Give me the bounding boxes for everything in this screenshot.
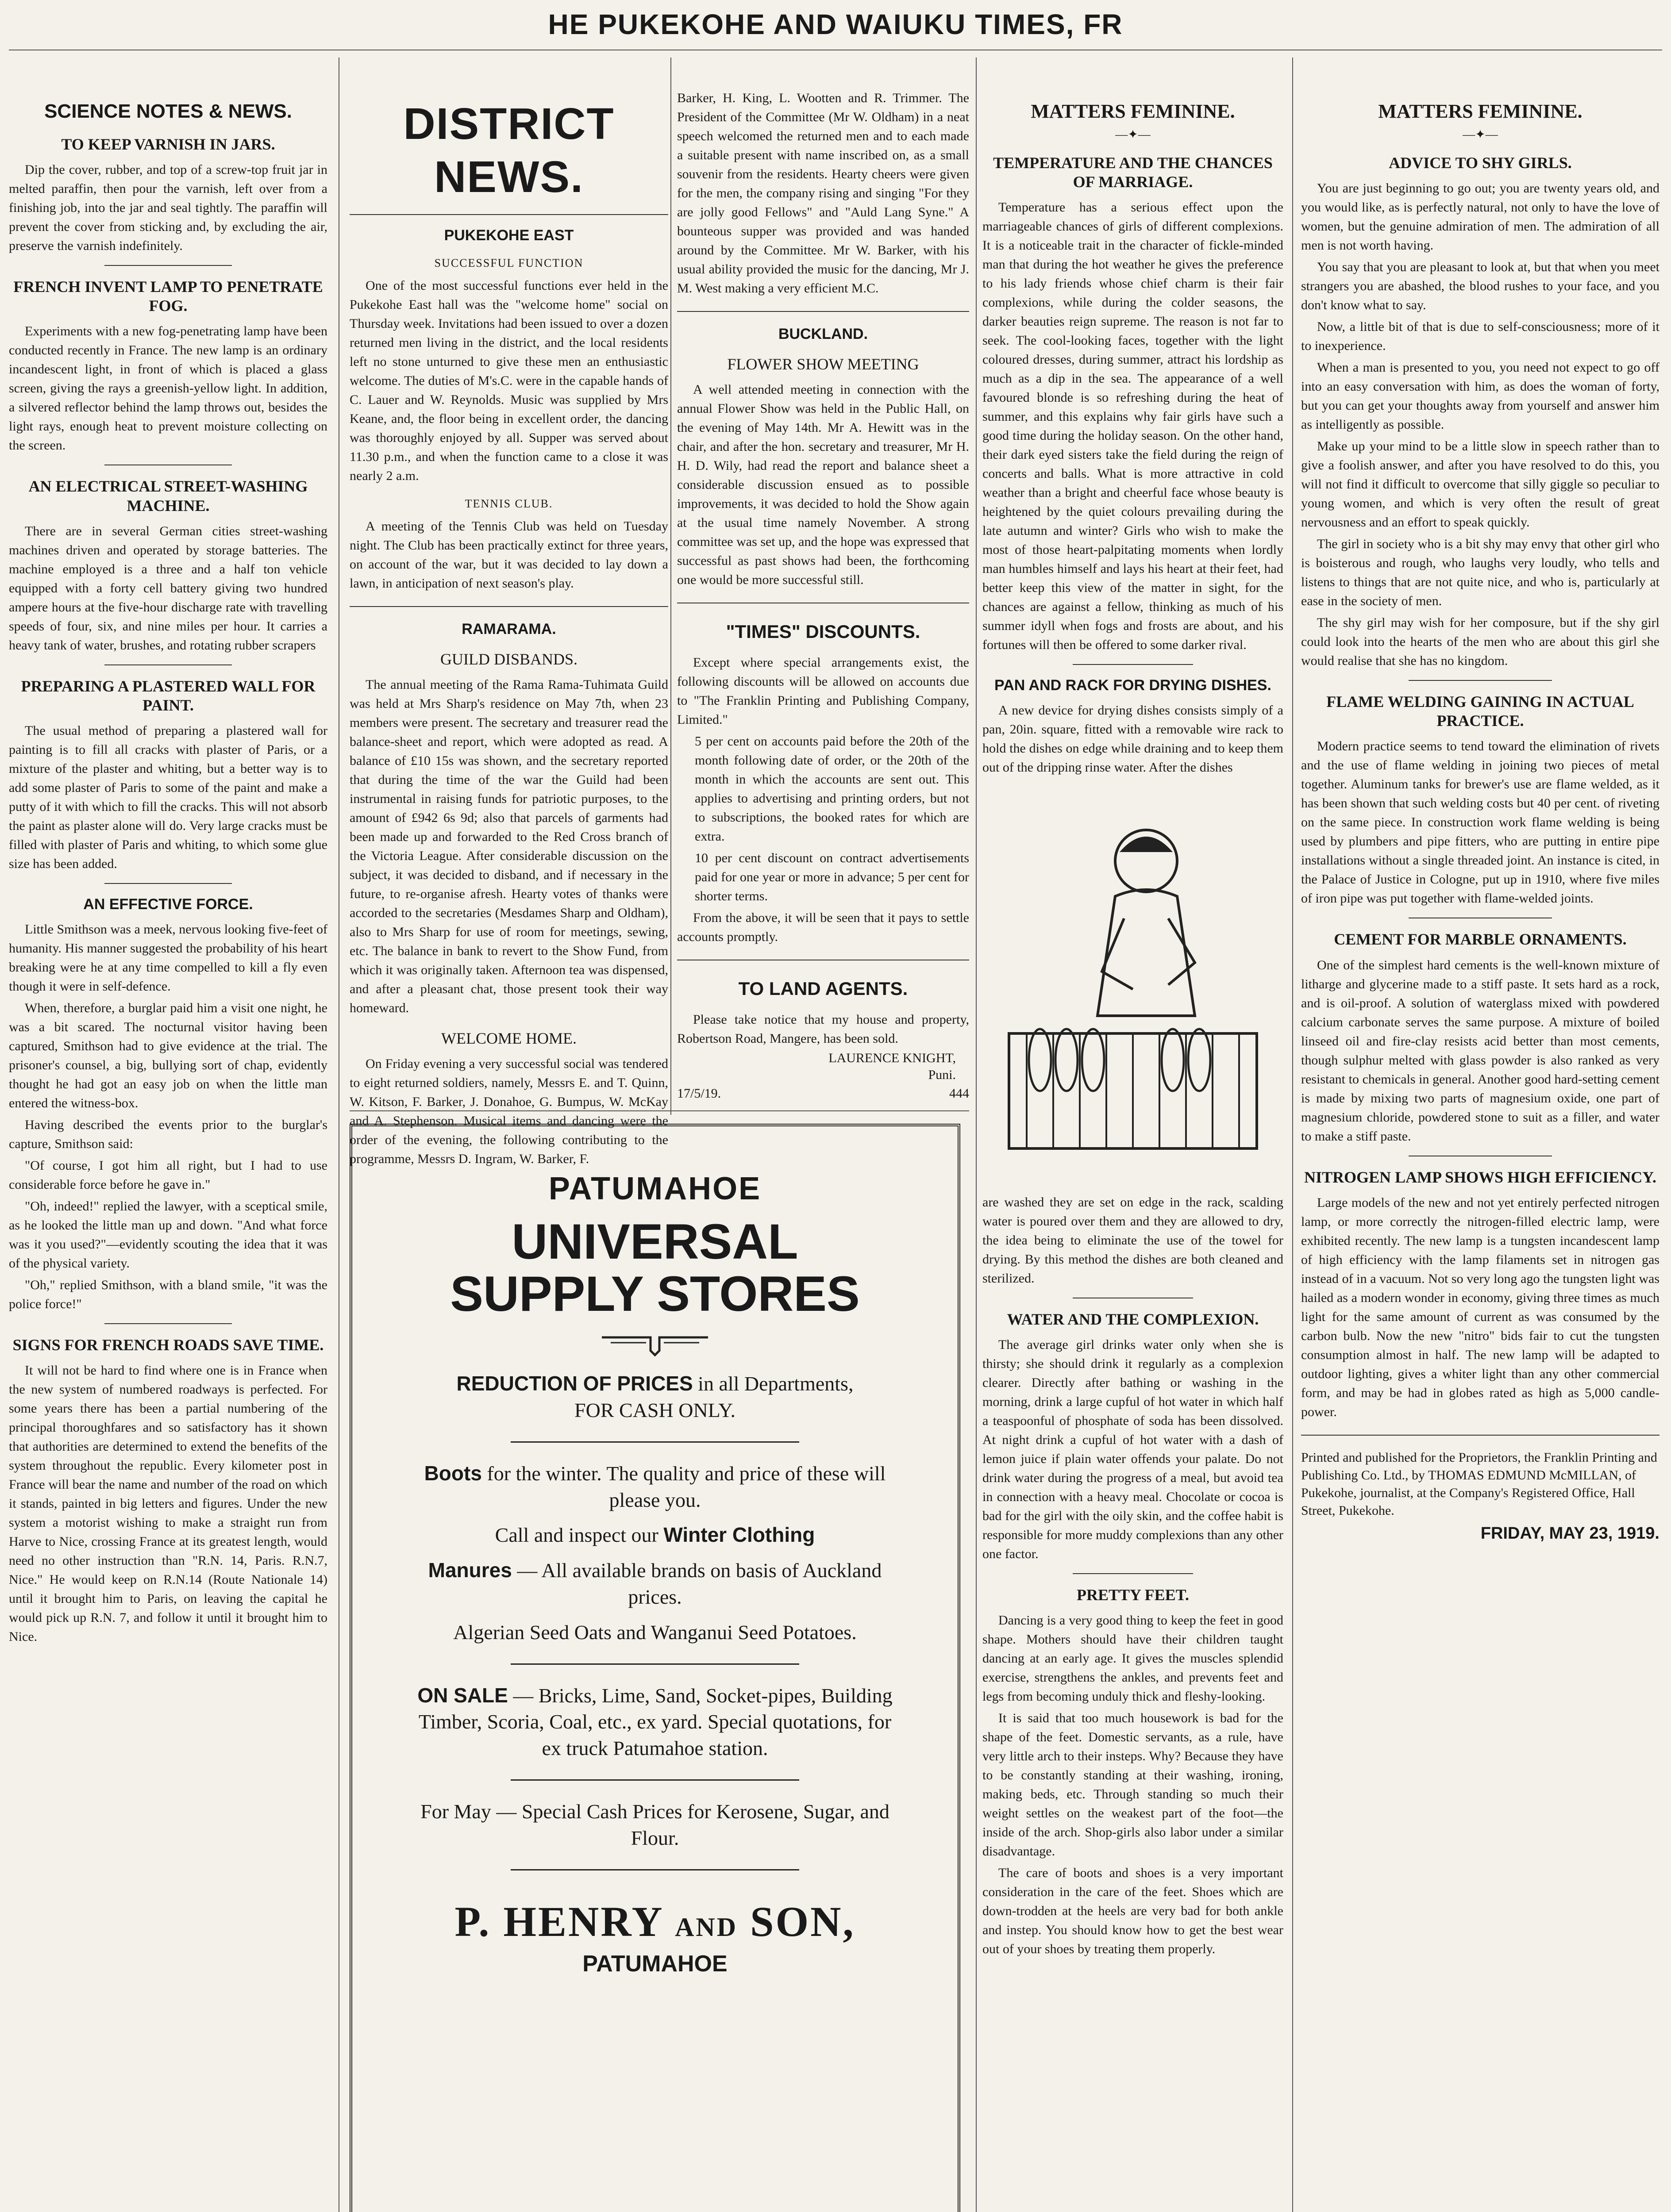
advertisement-universal-supply-stores xyxy=(350,1124,960,2212)
article-subheading: FLOWER SHOW MEETING xyxy=(727,355,919,373)
masthead: HE PUKEKOHE AND WAIUKU TIMES, FR xyxy=(548,8,1123,40)
article-text: The girl in society who is a bit shy may envy that other girl who is boisterous and rough, who laughs very loudly, who tells and listens to things that are not quite nice, and who is, particularly at ease in the society of men. xyxy=(1301,536,1659,608)
notice-text: Except where special arrangements exist, the following discounts will be allowed on accounts due to "The Franklin Printing and Publishing Company, Limited." xyxy=(677,655,969,727)
article-heading: RAMARAMA. xyxy=(462,621,556,638)
column-district-news xyxy=(350,88,668,1181)
article-text: It will not be hard to find where one is in France when the new system of numbered roadways is perfected. For some years there has been a partial numbering of the principal thoroughfares and so satisfactory has it shown that authorities are determined to extend the benefits of the system throughout the republic. Every kilometer post in France will bear the name and number of the road on which it stands, painted in big letters and figures. Under the new system a motorist wishing to make a straight run from Harve to Nice, crossing France at its greatest length, would need no other instruction than "R.N. 14, Paris. R.N.7, Nice." He would keep on R.N.14 (Route Nationale 14) until it brought him to Paris, on leaving the capital he would pick up R.N. 7, and follow it until it brought him to Nice. xyxy=(9,1363,327,1644)
article-text: Little Smithson was a meek, nervous looking five-feet of humanity. His manner suggested the probability of his heart breaking were he at any time compelled to kill a fly even though it were in self-defence. xyxy=(9,922,327,994)
notice-list-item: 10 per cent discount on contract advertisements paid for one year or more in advance; 5 per cent for shorter terms. xyxy=(695,850,969,903)
divider xyxy=(350,214,668,215)
ad-text: — Bricks, Lime, Sand, Socket-pipes, Building Timber, Scoria, Coal, etc., ex yard. Special quotations, for ex truck Patumahoe station. xyxy=(418,1684,893,1760)
divider xyxy=(511,1663,800,1665)
article-text: When a man is presented to you, you need not expect to go off into an easy conversation with him, as does the woman of forty, but you can get your thoughts away from yourself and answer him as intelligently as possible. xyxy=(1301,360,1659,432)
column-rule xyxy=(670,58,671,1115)
article-text: The average girl drinks water only when she is thirsty; she should drink it regularly as a complexion clearer. Directly after bathing or washing in the morning, drink a large cupful of hot water in which half a teaspoonful of phosphate of soda has been dissolved. At night drink a cupful of hot water with a dash of lemon juice if plain water offends your palate. Do not drink water during the progress of a meal, but avoid tea in connection with a heavy meal. Chocolate or cocoa is bad for the girl with the oily skin, and the coffee habit is responsible for more muddy complexions than any other one factor. xyxy=(982,1337,1283,1562)
article-subheading: GUILD DISBANDS. xyxy=(440,650,578,668)
article-heading: TEMPERATURE AND THE CHANCES OF MARRIAGE. xyxy=(993,154,1273,191)
article-heading: SIGNS FOR FRENCH ROADS SAVE TIME. xyxy=(12,1336,324,1354)
article-text: One of the most successful functions ever held in the Pukekohe East hall was the "welcome home" social on Thursday week. Invitations had been issued to over a dozen returned men living in the district, and the local residents left no stone unturned to give these men an enthusiastic welcome. The duties of M's.C. were in the capable hands of C. Lauer and W. Reynolds. Music was supplied by Mrs Keane, and, the floor being in excellent order, the dancing was thoroughly enjoyed by all. Supper was served about 11.30 p.m., and when the function came to a close it was nearly 2 a.m. xyxy=(350,278,668,483)
divider xyxy=(511,1869,800,1870)
section-title: MATTERS FEMININE. xyxy=(1031,100,1235,122)
article-heading: PAN AND RACK FOR DRYING DISHES. xyxy=(994,677,1271,694)
article-heading: PRETTY FEET. xyxy=(1076,1586,1190,1604)
divider xyxy=(1301,1435,1659,1436)
ad-keyword: Manures xyxy=(428,1559,512,1582)
divider xyxy=(104,883,232,884)
column-district-news-cont xyxy=(677,88,969,1181)
article-heading: FRENCH INVENT LAMP TO PENETRATE FOG. xyxy=(13,277,323,315)
ad-town: PATUMAHOE xyxy=(582,1951,728,1977)
column-rule xyxy=(976,58,977,2212)
article-subheading: WELCOME HOME. xyxy=(441,1029,577,1048)
divider xyxy=(350,1110,969,1111)
article-text: Temperature has a serious effect upon the marriageable chances of girls of different complexions. It is a noticeable trait in the character of fickle-minded man that during the hot weather he gives the preference to his lady friends whose chief charm is their fair complexions, while during the colder seasons, the darker beauties reign supreme. The reason is not far to seek. The cool-looking faces, together with the light coloured dresses, during summer, attract his lordship as much as a dip in the sea. The appearance of a well favoured blonde is so refreshing during the heat of summer, and this explains why fair girls have such a good time during the holiday season. On the other hand, their dark eyed sisters take the field during the reign of concerts and balls. What is more attractive in cold weather than a bright and cheerful face whose beauty is heightened by the quiet colours prevailing during the late autumn and winter? Girls who wish to make the most of those heart-palpitating moments when lordly man humbles himself and lays his heart at their feet, had better keep this view of the matter in sight, for the chances are against a fellow, thinking as much of his summer idyll when fogs and frosts are about, and his fortunes will then be offered to some darker rival. xyxy=(982,200,1283,653)
article-text: Dancing is a very good thing to keep the feet in good shape. Mothers should have their children taught dancing at an early age. It gives the muscles splendid exercise, strengthens the ankles, and prevents feet and legs from becoming unduly thick and fleshy-looking. xyxy=(982,1613,1283,1704)
notice-heading: "TIMES" DISCOUNTS. xyxy=(726,621,920,642)
column-science-notes xyxy=(9,88,327,2212)
article-heading: TO KEEP VARNISH IN JARS. xyxy=(61,135,275,153)
section-title: DISTRICT NEWS. xyxy=(403,99,615,202)
section-title: MATTERS FEMININE. xyxy=(1378,100,1582,122)
notice-signature: LAURENCE KNIGHT, xyxy=(828,1050,956,1065)
article-text: Dip the cover, rubber, and top of a screw-top fruit jar in melted paraffin, then pour the varnish, left over from a finishing job, into the jar and seal tightly. The paraffin will prevent the cover from sticking and, by excluding the air, preserve the varnish indefinitely. xyxy=(9,162,327,253)
divider xyxy=(1409,680,1552,681)
column-matters-feminine xyxy=(982,88,1283,2212)
article-heading: WATER AND THE COMPLEXION. xyxy=(1007,1310,1259,1328)
article-text: The care of boots and shoes is a very important consideration in the care of the feet. Shoes which are down-trodden at the heels are very bad for both ankle and instep. You should know how to get the best wear out of your shoes by treating them properly. xyxy=(982,1866,1283,1957)
article-text: Experiments with a new fog-penetrating lamp have been conducted recently in France. The new lamp is an ordinary incandescent light, in front of which is placed a glass screen, giving the rays a greenish-yellow light. In addition, a silvered reflector behind the lamp throws out, besides the light rays, enough heat to prevent moisture collecting on the screen. xyxy=(9,324,327,453)
article-text: One of the simplest hard cements is the well-known mixture of litharge and glycerine made to a stiff paste. It sets hard as a rock, and is oil-proof. A solution of waterglass mixed with powdered calcium carbonate serves the same purpose. A mixture of boiled linseed oil and fire-clay resists acid better than most cements, though sulphur melted with glass powder is also ranked as very resistant to chemicals in general. Another good hard-setting cement is made by mixing two parts of magnesium oxide, one part of magnesium chloride, powdered stone to suit as a filler, and water to make a stiff paste. xyxy=(1301,957,1659,1144)
article-text: A meeting of the Tennis Club was held on Tuesday night. The Club has been practically extinct for three years, on account of the war, but it was decided to lay down a lawn, in anticipation of next season's play. xyxy=(350,519,668,591)
ad-proprietor: SON, xyxy=(738,1897,855,1945)
article-text: Modern practice seems to tend toward the elimination of rivets and the use of flame welding in joining two pieces of metal together. Aluminum tanks for brewer's use are flame welded, as it has been shown that such welding costs but 40 per cent. of riveting on the same piece. In construction work flame welding is being used by plumbers and pipe fitters, who are putting in entire pipe installations without a single threaded joint. An instance is cited, in the Palace of Justice in Cologne, put up in 1910, where five miles of iron pipe was put together with flame-welded joints. xyxy=(1301,739,1659,906)
article-text: There are in several German cities street-washing machines driven and operated by storage batteries. The machine employed is a three and a half ton vehicle equipped with a forty cell battery giving two hundred ampere hours at the five-hour discharge rate with travelling speeds of four, six, and nine miles per hour. It carries a heavy tank of water, brushes, and rotating rubber scrapers xyxy=(9,523,327,653)
article-text: It is said that too much housework is bad for the shape of the feet. Domestic servants, as a rule, have very little arch to their insteps. Why? Because they have to be constantly standing at their washing, ironing, making beds, etc. Through standing so much their weight settles on the weakest part of the foot—the inside of the arch. Shop-girls also labor under a similar disadvantage. xyxy=(982,1711,1283,1859)
ad-proprietor: AND xyxy=(675,1912,738,1942)
ad-place: PATUMAHOE xyxy=(548,1171,762,1206)
article-text: You say that you are pleasant to look at, but that when you meet strangers you are abashed, the blood rushes to your face, and you don't know what to say. xyxy=(1301,259,1659,312)
article-heading: NITROGEN LAMP SHOWS HIGH EFFICIENCY. xyxy=(1304,1168,1656,1186)
ad-text: for the winter. The quality and price of these will please you. xyxy=(481,1462,886,1511)
notice-text: From the above, it will be seen that it pays to settle accounts promptly. xyxy=(677,910,969,944)
divider xyxy=(104,1323,232,1324)
ad-text: — All available brands on basis of Auckland prices. xyxy=(512,1559,882,1608)
divider xyxy=(511,1441,800,1443)
ad-headline: REDUCTION OF PRICES xyxy=(456,1372,693,1395)
divider xyxy=(350,606,668,607)
ad-keyword: Boots xyxy=(424,1461,482,1485)
article-text: The shy girl may wish for her composure, but if the shy girl could look into the hearts of the men who are about this girl she would realise that she has no kingdom. xyxy=(1301,615,1659,668)
ad-keyword: Winter Clothing xyxy=(663,1523,815,1547)
divider xyxy=(1073,1573,1193,1574)
article-text: Barker, H. King, L. Wootten and R. Trimmer. The President of the Committee (Mr W. Oldham) in a neat speech welcomed the returned men and to each made a suitable present with name inscribed on, as a small souvenir from the residents. Hearty cheers were given for the men, the company rising and singing "For they are jolly good Fellows" and "Auld Lang Syne." A bounteous supper was provided and was handed around by the Committee. Mr W. Barker, with his usual ability provided the music for the dancing, Mr J. M. West making a very efficient M.C. xyxy=(677,91,969,296)
article-heading: PREPARING A PLASTERED WALL FOR PAINT. xyxy=(21,677,316,714)
divider xyxy=(104,265,232,266)
article-text: A new device for drying dishes consists simply of a pan, 20in. square, fitted with a removable wire rack to hold the dishes on edge while draining and to keep them out of the dripping rinse water. After the dishes xyxy=(982,703,1283,775)
ad-keyword: ON SALE xyxy=(417,1683,508,1707)
article-text: Having described the events prior to the burglar's capture, Smithson said: xyxy=(9,1117,327,1151)
ad-store-name: UNIVERSAL SUPPLY STORES xyxy=(450,1214,860,1321)
notice-list-item: 5 per cent on accounts paid before the 20th of the month following date of order, or the 20th of the month in which the accounts are sent out. This applies to advertising and printing orders, but not to subscriptions, the booked rates for which are extra. xyxy=(695,733,969,844)
article-text: When, therefore, a burglar paid him a visit one night, he was a bit scared. The nocturnal visitor having been captured, Smithson had to give evidence at the trial. The prisoner's counsel, a big, bullying sort of chap, evidently thought he had got an easy job on when the little man entered the witness-box. xyxy=(9,1000,327,1110)
article-text: You are just beginning to go out; you are twenty years old, and you would like, as is perfectly natural, not only to have the love of women, but the genuine admiration of men. The admiration of all men is not worth having. xyxy=(1301,180,1659,253)
issue-date: FRIDAY, MAY 23, 1919. xyxy=(1480,1524,1659,1543)
star-ornament-icon: —✦— xyxy=(1115,127,1151,142)
star-ornament-icon: —✦— xyxy=(1463,127,1498,142)
article-text: are washed they are set on edge in the rack, scalding water is poured over them and they are allowed to dry, the idea being to eliminate the use of the towel for drying. By this method the dishes are both cleaned and sterilized. xyxy=(982,1194,1283,1286)
article-text: The usual method of preparing a plastered wall for painting is to fill all cracks with plaster of Paris, or a mixture of the plaster and whiting, but a better way is to add some plaster of Paris to some of the paint and make a putty of it with which to fill the cracks. This will not absorb the paint as plaster alone will do. Very large cracks must be filled with plaster of Paris and whiting, to which some glue size has been added. xyxy=(9,723,327,872)
ad-text: Call and inspect our xyxy=(495,1524,664,1547)
article-text: "Oh," replied Smithson, with a bland smile, "it was the police force!" xyxy=(9,1277,327,1311)
divider xyxy=(511,1779,800,1781)
article-text: On Friday evening a very successful social was tendered to eight returned soldiers, namely, Messrs E. and T. Quinn, W. Kitson, F. Barker, J. Donahoe, G. Bumpus, W. McKay and A. Stephenson. Musical items and dancing were the order of the evening, the following contributing to the programme, Messrs D. Ingram, W. Barker, F. xyxy=(350,1056,668,1167)
article-heading: FLAME WELDING GAINING IN ACTUAL PRACTICE. xyxy=(1326,692,1634,730)
article-heading: PUKEKOHE EAST xyxy=(444,227,574,244)
article-heading: CEMENT FOR MARBLE ORNAMENTS. xyxy=(1334,930,1627,949)
notice-date: 17/5/19. xyxy=(677,1086,721,1101)
article-text: A well attended meeting in connection with the annual Flower Show was held in the Public Hall, on the evening of May 14th. Mr A. Hewitt was in the chair, and after the hon. secretary and treasurer, Mr H. H. D. Wily, had read the report and balance sheet a considerable discussion ensued as to possible improvements, it was decided to hold the Show again at the usual time namely November. A strong committee was set up, and the hope was expressed that successful as past shows had been, the forthcoming one would be more successful still. xyxy=(677,382,969,587)
article-subheading: SUCCESSFUL FUNCTION xyxy=(434,256,584,269)
ad-text: FOR CASH ONLY. xyxy=(574,1398,735,1421)
dish-rack-illustration xyxy=(1000,786,1266,1184)
section-title: SCIENCE NOTES & NEWS. xyxy=(44,100,292,122)
article-heading: ADVICE TO SHY GIRLS. xyxy=(1389,154,1572,172)
article-subheading: TENNIS CLUB. xyxy=(465,497,553,510)
divider xyxy=(1073,664,1193,665)
article-text: Large models of the new and not yet entirely perfected nitrogen lamp, or more correctly the nitrogen-filled electric lamp, were exhibited recently. The new lamp is a tungsten incandescent lamp of high efficiency with the lamp filaments set in nitrogen gas instead of in a vacuum. Not so very long ago the tungsten light was hailed as a modern wonder in economy, giving three times as much light for the same amount of current as was consumed by the carbon bulb. Now the new "nitro" bids fair to cut the tungsten consumption almost in half. The new lamp will be adapted to outdoor lighting, gives a whiter light than any other commercial form, and may be had in globes rated as high as 5,000 candle-power. xyxy=(1301,1195,1659,1419)
ad-text: in all Departments, xyxy=(693,1372,854,1395)
notice-signature-place: Puni. xyxy=(928,1067,956,1082)
imprint: Printed and published for the Proprietors, the Franklin Printing and Publishing Co. Ltd., by THOMAS EDMUND McMILLAN, of Pukekohe, journalist, at the Company's Registered Office, Hall Street, Pukekohe. xyxy=(1301,1450,1657,1518)
article-heading: AN EFFECTIVE FORCE. xyxy=(83,896,253,913)
article-text: The annual meeting of the Rama Rama-Tuhimata Guild was held at Mrs Sharp's residence on May 7th, when 23 members were present. The secretary and treasurer read the balance-sheet and report, which were adopted as read. A balance of £10 15s was shown, and the secretary reported that during the time of the war the Guild had been instrumental in raising funds for patriotic purposes, to the amount of £942 6s 9d; also that parcels of garments had been made up and forwarded to the Red Cross branch of the Victoria League. After considerable discussion on the subject, it was decided to disband, and if necessary in the future, to re-organise afresh. Hearty votes of thanks were accorded to the secretaries (Mesdames Sharp and Oldham), also to Mrs Sharp for use of room for meetings, sewing, etc. The balance in bank to revert to the Show Fund, from which it was originally taken. Afternoon tea was dispensed, and after a pleasant chat, those present took their way homeward. xyxy=(350,677,668,1016)
article-text: Now, a little bit of that is due to self-consciousness; more of it to inexperience. xyxy=(1301,319,1659,353)
article-text: Make up your mind to be a little slow in speech rather than to give a foolish answer, and after you have resolved to do this, you will not find it difficult to overcome that silly giggle so peculiar to young women, and which is very often the result of great nervousness and an effort to speak quickly. xyxy=(1301,438,1659,530)
article-text: "Of course, I got him all right, but I had to use considerable force before he gave in." xyxy=(9,1158,327,1192)
ad-text: For May — Special Cash Prices for Kerosene, Sugar, and Flour. xyxy=(420,1800,889,1849)
article-text: "Oh, indeed!" replied the lawyer, with a sceptical smile, as he looked the little man up and down. "And what force was it you used?"—evidently scouting the idea that it was of the physical variety. xyxy=(9,1198,327,1271)
article-heading: AN ELECTRICAL STREET-WASHING MACHINE. xyxy=(28,477,308,515)
notice-ref: 444 xyxy=(949,1086,969,1101)
article-heading: BUCKLAND. xyxy=(778,326,868,342)
ad-ornament-icon xyxy=(597,1333,712,1359)
notice-heading: TO LAND AGENTS. xyxy=(738,978,908,999)
column-matters-feminine-2 xyxy=(1301,88,1659,2212)
notice-text: Please take notice that my house and property, Robertson Road, Mangere, has been sold. xyxy=(677,1012,969,1046)
ad-proprietor: P. HENRY xyxy=(454,1897,675,1945)
ad-text: Algerian Seed Oats and Wanganui Seed Potatoes. xyxy=(453,1621,857,1644)
divider xyxy=(677,311,969,312)
column-rule xyxy=(1292,58,1293,2212)
divider xyxy=(104,664,232,665)
